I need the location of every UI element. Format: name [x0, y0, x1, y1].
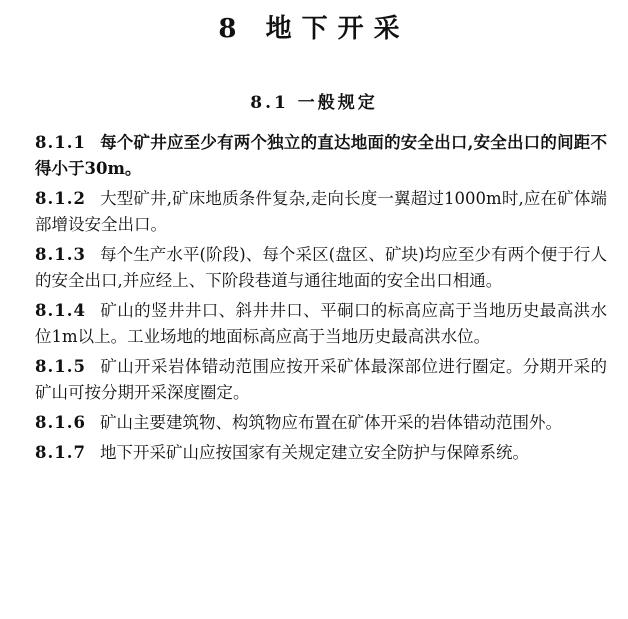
clause-number: 8.1.4	[35, 301, 86, 320]
clause-8-1-1	[35, 130, 607, 182]
clause-8-1-2	[35, 186, 607, 238]
clause-text: 矿山开采岩体错动范围应按开采矿体最深部位进行圈定。分期开采的矿山可按分期开采深度圈定。	[35, 357, 607, 402]
clause-text: 地下开采矿山应按国家有关规定建立安全防护与保障系统。	[99, 443, 529, 462]
clause-8-1-3	[35, 242, 607, 294]
clause-number: 8.1.3	[35, 245, 86, 264]
clause-text: 矿山的竖井井口、斜井井口、平硐口的标高应高于当地历史最高洪水位1m以上。工业场地的地面标高应高于当地历史最高洪水位。	[35, 301, 607, 346]
clause-8-1-7	[35, 440, 607, 466]
clause-number: 8.1.2	[35, 189, 86, 208]
clause-text: 矿山主要建筑物、构筑物应布置在矿体开采的岩体错动范围外。	[99, 413, 562, 432]
clause-8-1-4	[35, 298, 607, 350]
clause-number: 8.1.7	[35, 443, 86, 462]
clause-number: 8.1.6	[35, 413, 86, 432]
clause-text: 每个矿井应至少有两个独立的直达地面的安全出口,安全出口的间距不得小于30m。	[35, 133, 607, 178]
clause-list	[35, 130, 607, 470]
clause-number: 8.1.1	[35, 133, 86, 152]
section-title: 8.1 一般规定	[250, 93, 378, 113]
clause-8-1-5	[35, 354, 607, 406]
clause-number: 8.1.5	[35, 357, 86, 376]
clause-8-1-6	[35, 410, 607, 436]
chapter-title: 8 地下开采	[218, 14, 410, 44]
clause-text: 大型矿井,矿床地质条件复杂,走向长度一翼超过1000m时,应在矿体端部增设安全出口。	[35, 189, 607, 234]
clause-text: 每个生产水平(阶段)、每个采区(盘区、矿块)均应至少有两个便于行人的安全出口,并应经上、下阶段巷道与通往地面的安全出口相通。	[35, 245, 607, 290]
